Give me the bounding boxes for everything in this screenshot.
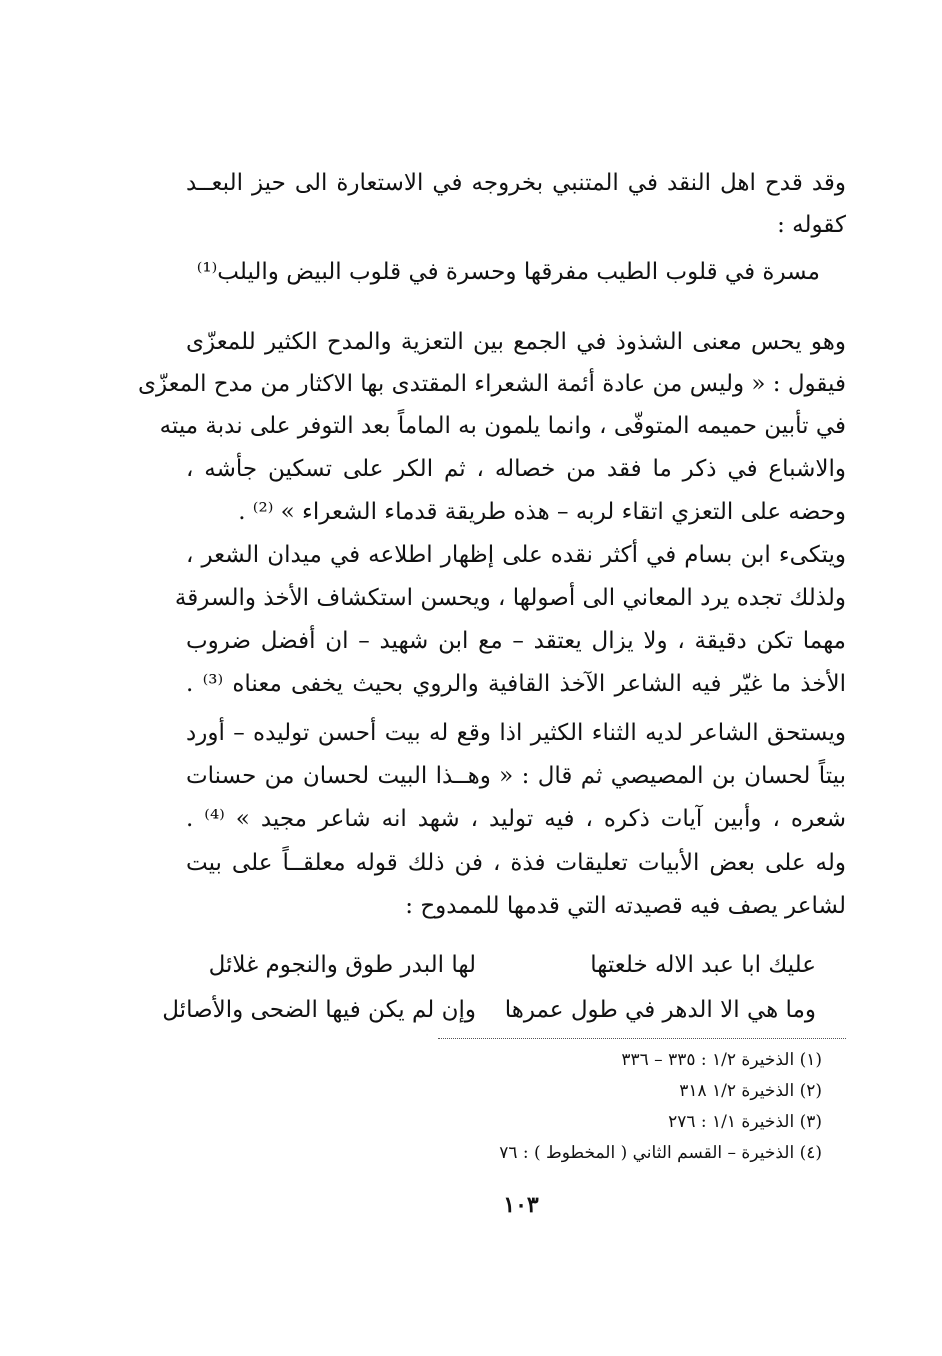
body-line-11: مهما تكن دقيقة ، ولا يزال يعتقد – مع ابن شهيد – ان أفضل ضروب [186,628,846,654]
body-line-14: بيتاً لحسان بن المصيصي ثم قال : « وهــذا البيت لحسان من حسنات [186,763,846,789]
footnote-separator [438,1038,846,1039]
footnote-2: (٢) الذخيرة ١/٢ ٣١٨ [679,1081,822,1101]
body-line-17: لشاعر يصف فيه قصيدته التي قدمها للممدوح : [405,893,846,919]
verse-1-second-hemistich: لها البدر طوق والنجوم غلائل [208,952,476,978]
body-line-16: وله على بعض الأبيات تعليقات فذة ، فن ذلك قوله معلقــاً على بيت [186,850,846,876]
body-line-12: الأخذ ما غيّر فيه الشاعر الآخذ القافية والروي بحيث يخفى معناه ⁽³⁾ . [186,671,847,697]
footnote-4: (٤) الذخيرة – القسم الثاني ( المخطوط ) : ٧٦ [499,1143,822,1163]
footnote-3: (٣) الذخيرة ١/١ : ٢٧٦ [668,1112,822,1132]
verse-2-second-hemistich: وإن لم يكن فيها الضحى والأصائل [162,997,476,1023]
body-line-13: ويستحق الشاعر لديه الثناء الكثير اذا وقع له بيت أحسن توليده – أورد [186,720,846,746]
body-line-7: والاشباع في ذكر ما فقد من خصاله ، ثم الكر على تسكين جأشه ، [186,456,846,482]
body-line-10: ولذلك تجده يرد المعاني الى أصولها ، ويحسن استكشاف الأخذ والسرقة [174,585,846,611]
body-line-9: ويتكىء ابن بسام في أكثر نقده على إظهار اطلاعه في ميدان الشعر ، [186,542,846,568]
body-line-8: وحضه على التعزي اتقاء لربه – هذه طريقة قدماء الشعراء » ⁽²⁾ . [238,499,846,525]
body-line-6: في تأبين حميمه المتوفّى ، وانما يلمون به الماماً بعد التوفر على ندبة ميته [159,413,846,439]
footnote-1: (١) الذخيرة ١/٢ : ٣٣٥ – ٣٣٦ [621,1050,822,1070]
body-line-4: وهو يحس معنى الشذوذ في الجمع بين التعزية والمدح الكثير للمعزّى [186,329,846,355]
verse-2-first-hemistich: وما هي الا الدهر في طول عمرها [504,997,816,1023]
body-line-1: وقد قدح اهل النقد في المتنبي بخروجه في الاستعارة الى حيز البعــد [186,170,846,196]
quoted-verse-line: مسرة في قلوب الطيب مفرقها وحسرة في قلوب البيض واليلب⁽¹⁾ [196,259,820,285]
body-line-2: كقوله : [777,212,846,238]
page-number: ١٠٣ [503,1192,539,1218]
verse-1-first-hemistich: عليك ابا عبد الاله خلعتها [590,952,816,978]
body-line-15: شعره ، وأبين آيات ذكره ، فيه توليد ، شهد انه شاعر مجيد » ⁽⁴⁾ . [186,806,846,832]
body-line-5: فيقول : « وليس من عادة أئمة الشعراء المقتدى بها الاكثار من مدح المعزّى [137,371,846,397]
